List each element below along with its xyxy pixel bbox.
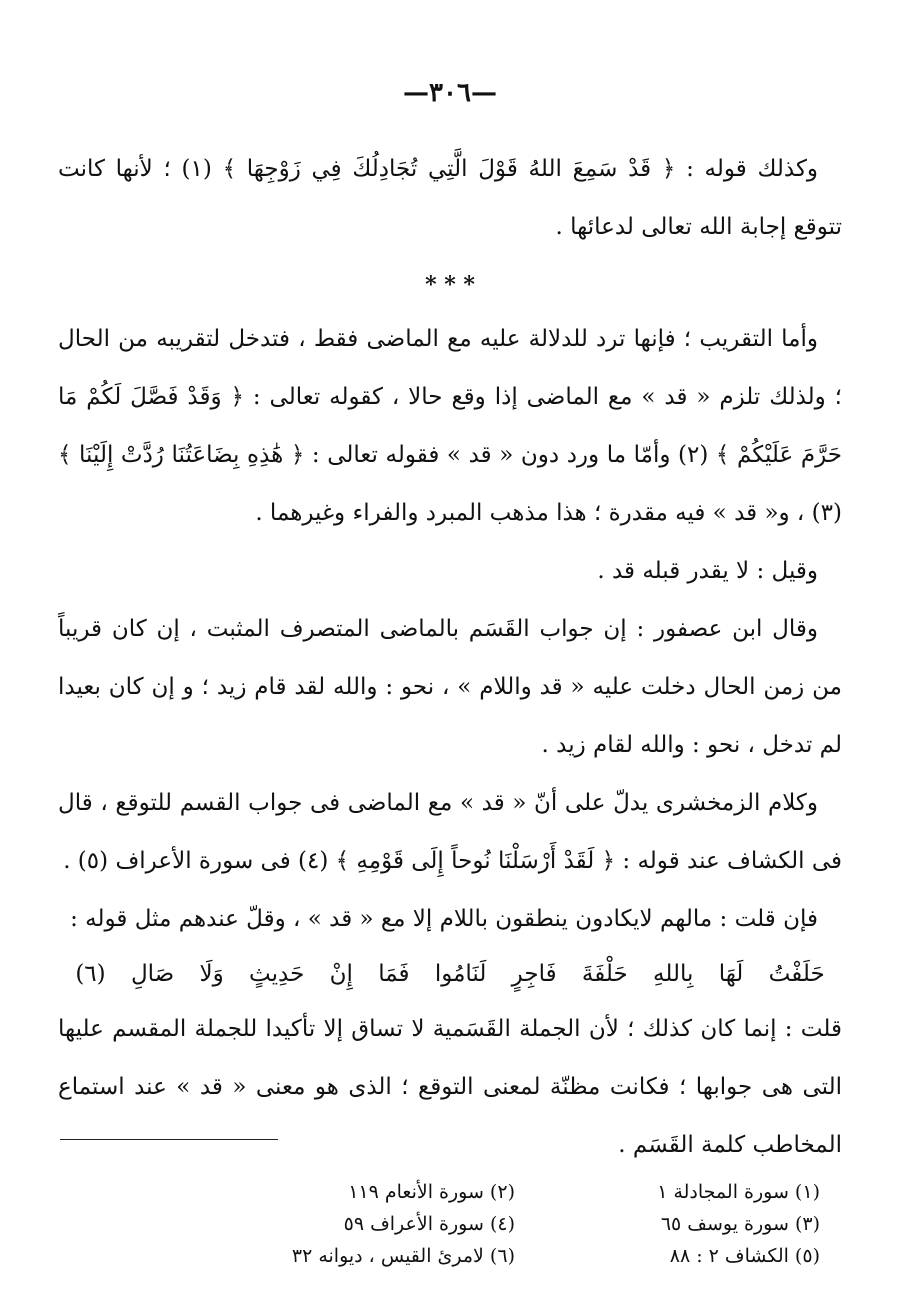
paragraph-4: وقال ابن عصفور : إن جواب القَسَم بالماضى المتصرف المثبت ، إن كان قريباً من زمن الحال دخلت عليه « قد واللام » ، نحو : والله لقد قام زيد ؛ و إن كان بعيدا لم تدخل ، نحو : والله لقام زيد . (58, 616, 842, 758)
body-text (58, 140, 842, 1174)
paragraph-7: قلت : إنما كان كذلك ؛ لأن الجملة القَسَمية لا تساق إلا تأكيدا للجملة المقسم عليها التى هى جوابها ؛ فكانت مظنّة لمعنى التوقع ؛ الذى هو معنى « قد » عند استماع المخاطب كلمة القَسَم . (58, 1016, 842, 1158)
page-number: —٣٠٦— (403, 78, 497, 108)
paragraph-1: وكذلك قوله : ﴿ قَدْ سَمِعَ اللهُ قَوْلَ الَّتِي تُجَادِلُكَ فِي زَوْجِهَا ﴾ (١) ؛ لأنها كانت تتوقع إجابة الله تعالى لدعائها . (58, 156, 842, 240)
paragraph-6: فإن قلت : مالهم لايكادون ينطقون باللام إلا مع « قد » ، وقلّ عندهم مثل قوله : (70, 906, 818, 932)
paragraph-5: وكلام الزمخشرى يدلّ على أنّ « قد » مع الماضى فى جواب القسم للتوقع ، قال فى الكشاف عند قوله : ﴿ لَقَدْ أَرْسَلْنَا نُوحاً إِلَى قَوْمِهِ ﴾ (٤) فى سورة الأعراف (٥) . (58, 790, 842, 874)
footnote-divider (60, 1139, 278, 1140)
footnote-6: (٦) لامرئ القيس ، ديوانه ٣٢ (291, 1245, 515, 1267)
footnote-4: (٤) سورة الأعراف ٥٩ (343, 1213, 515, 1235)
footnote-5: (٥) الكشاف ٢ : ٨٨ (669, 1245, 820, 1267)
footnote-1: (١) سورة المجادلة ١ (657, 1181, 820, 1203)
paragraph-3: وقيل : لا يقدر قبله قد . (597, 558, 818, 584)
footnote-2: (٢) سورة الأنعام ١١٩ (348, 1181, 515, 1203)
section-separator: * * * (425, 272, 475, 298)
paragraph-2: وأما التقريب ؛ فإنها ترد للدلالة عليه مع الماضى فقط ، فتدخل لتقريبه من الحال ؛ ولذلك تلزم « قد » مع الماضى إذا وقع حالا ، كقوله تعالى : ﴿ وَقَدْ فَصَّلَ لَكُمْ مَا حَرَّمَ عَلَيْكُمْ ﴾ (٢) وأمّا ما ورد دون « قد » فقوله تعالى : ﴿ هَٰذِهِ بِضَاعَتُنَا رُدَّتْ إِلَيْنَا ﴾ (٣) ، و« قد » فيه مقدرة ؛ هذا مذهب المبرد والفراء وغيرهما . (58, 326, 842, 526)
poetry-verse: حَلَفْتُ لَهَا بِاللهِ حَلْفَةَ فَاجِرٍ لَنَامُوا فَمَا إِنْ حَدِيثٍ وَلَا صَالِ (٦) (75, 961, 825, 987)
footnotes (250, 1178, 820, 1270)
footnote-3: (٣) سورة يوسف ٦٥ (660, 1213, 820, 1235)
